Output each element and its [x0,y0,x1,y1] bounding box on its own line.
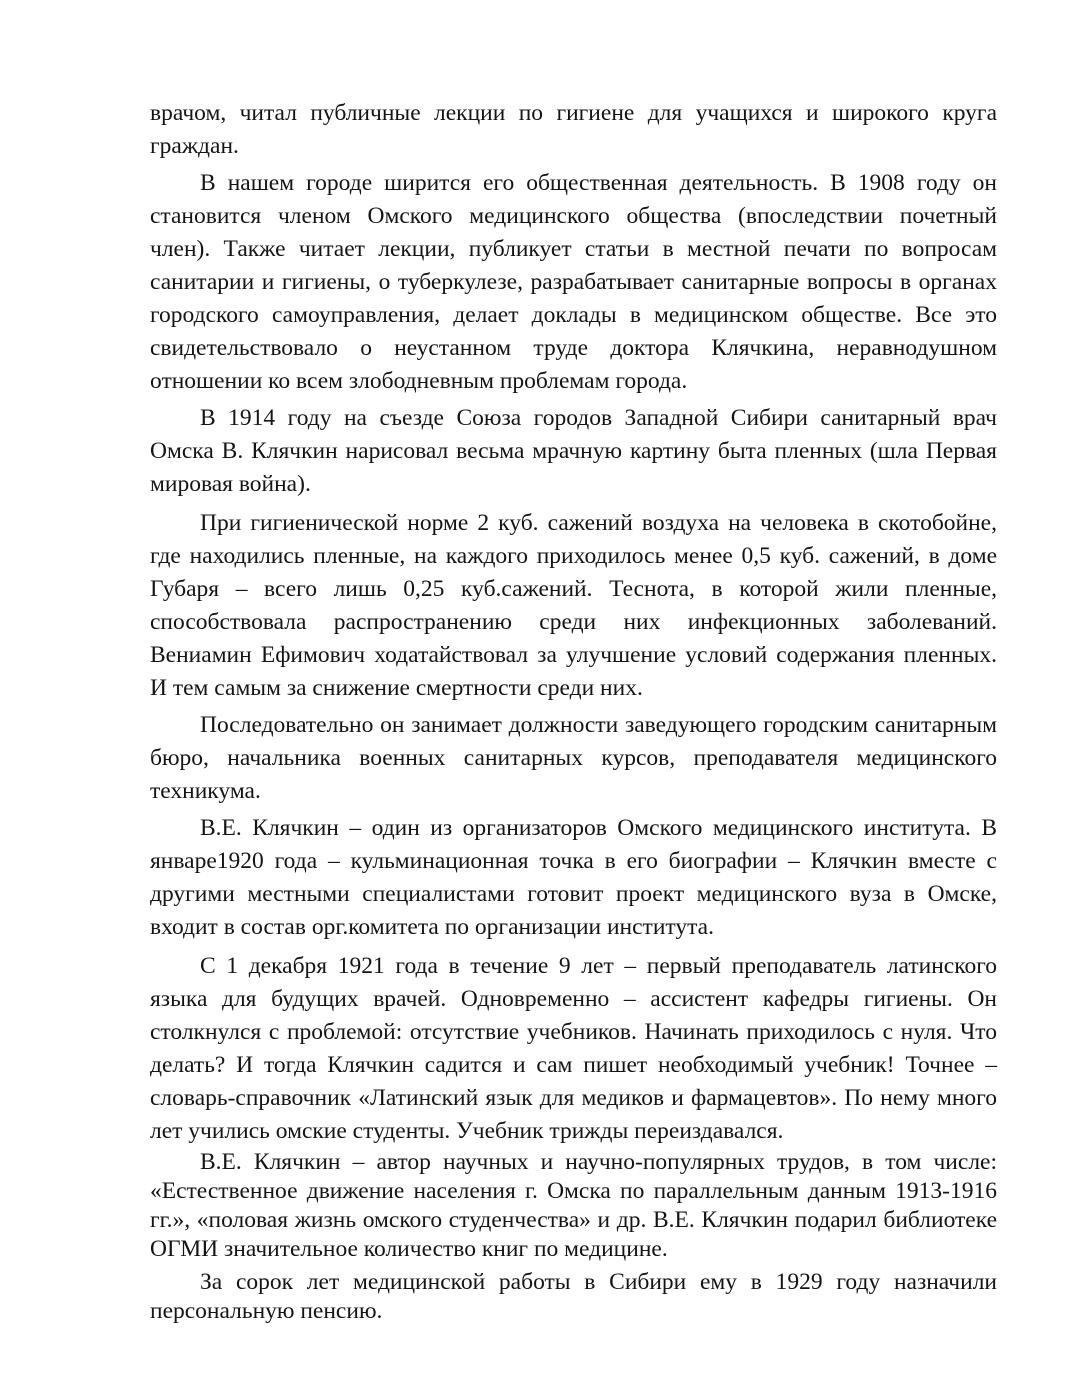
paragraph-3: В 1914 году на съезде Союза городов Западной Сибири санитарный врач Омска В. Клячкин нарисовал весьма мрачную картину быта пленных (шла Первая мировая война). [150,405,997,497]
paragraph-6: В.Е. Клячкин – один из организаторов Омского медицинского института. В январе1920 года – кульминационная точка в его биографии – Клячкин вместе с другими местными специалистами готовит проект медицинского вуза в Омске, входит в состав орг.комитета по организации института. [150,815,997,940]
paragraph-1: врачом, читал публичные лекции по гигиене для учащихся и широкого круга граждан. [150,100,997,159]
paragraph-5: Последовательно он занимает должности заведующего городским санитарным бюро, начальника военных санитарных курсов, преподавателя медицинского техникума. [150,712,997,804]
paragraph-8: В.Е. Клячкин – автор научных и научно-популярных трудов, в том числе: «Естественное движение населения г. Омска по параллельным данным 1913-1916 гг.», «половая жизнь омского студенчества» и др. В.Е. Клячкин подарил библиотеке ОГМИ значительное количество книг по медицине. [150,1149,997,1262]
paragraph-2: В нашем городе ширится его общественная деятельность. В 1908 году он становится членом Омского медицинского общества (впоследствии почетный член). Также читает лекции, публикует статьи в местной печати по вопросам санитарии и гигиены, о туберкулезе, разрабатывает санитарные вопросы в органах городского самоуправления, делает доклады в медицинском обществе. Все это свидетельствовало о неустанном труде доктора Клячкина, неравнодушном отношении ко всем злободневным проблемам города. [150,170,997,394]
document-page [150,97,997,1326]
paragraph-4: При гигиенической норме 2 куб. сажений воздуха на человека в скотобойне, где находились пленные, на каждого приходилось менее 0,5 куб. сажений, в доме Губаря – всего лишь 0,25 куб.сажений. Теснота, в которой жили пленные, способствовала распространению среди них инфекционных заболеваний. Вениамин Ефимович ходатайствовал за улучшение условий содержания пленных. И тем самым за снижение смертности среди них. [150,510,997,701]
paragraph-9: За сорок лет медицинской работы в Сибири ему в 1929 году назначили персональную пенсию. [150,1269,997,1324]
paragraph-7: С 1 декабря 1921 года в течение 9 лет – первый преподаватель латинского языка для будущих врачей. Одновременно – ассистент кафедры гигиены. Он столкнулся с проблемой: отсутствие учебников. Начинать приходилось с нуля. Что делать? И тогда Клячкин садится и сам пишет необходимый учебник! Точнее – словарь-справочник «Латинский язык для медиков и фармацевтов». По нему много лет учились омские студенты. Учебник трижды переиздавался. [150,953,997,1144]
